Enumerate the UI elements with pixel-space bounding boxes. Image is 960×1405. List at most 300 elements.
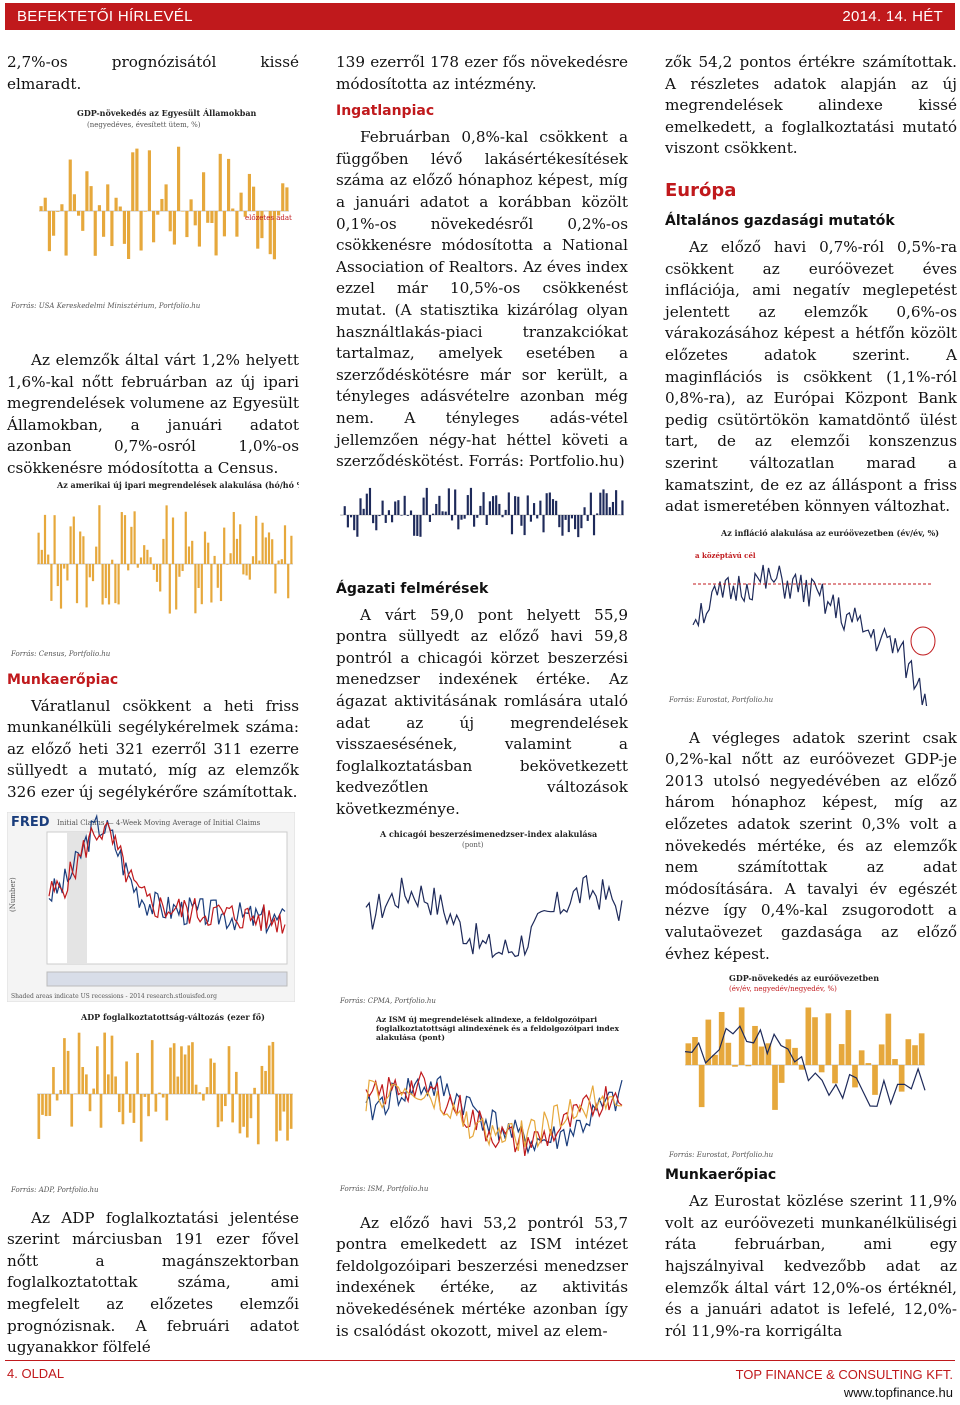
bar [375, 515, 377, 530]
paragraph: Februárban 0,8%-kal csökkent a függőben lévő lakásértékesítések száma az előző hónaphoz képest, míg a januári adatot a korábban közölt 0,1%-os növekedésről 0,2%-os csökkenésre módosította a National Association of Realtors. Az éves index ezzel már 10,5%-os csökkenést mutat. (A statisztika kizárólag olyan használtlakás-piaci tranzakciókat tartalmaz, amelyek esetében a szerződéskötésre már sor került, a tényleges adásvételre azonban még nem. A tényleges adás-vétel jellemzően négy-hat héttel követi a szerződéskötést. Forrás: Portfolio.hu) [336, 128, 628, 471]
bar [568, 515, 570, 532]
bar [583, 507, 585, 515]
bar [146, 549, 148, 563]
bar [223, 211, 226, 236]
bar [207, 542, 209, 563]
bar [69, 160, 72, 211]
bar [786, 1039, 792, 1065]
bar [239, 524, 241, 564]
bar [130, 526, 132, 563]
column-2 [336, 52, 628, 1342]
bar [166, 505, 168, 564]
bar [219, 154, 222, 211]
bar [826, 1014, 832, 1066]
chart-lines [693, 565, 935, 706]
chart-adp [7, 1010, 299, 1200]
bar [79, 531, 81, 564]
bar [178, 564, 180, 577]
bar [819, 1065, 825, 1072]
bar [177, 147, 180, 211]
chart-pending-svg [336, 479, 628, 561]
bar [217, 1094, 220, 1127]
bar [242, 1094, 245, 1127]
bar [85, 171, 88, 211]
series-line [366, 875, 622, 956]
bar [160, 199, 163, 211]
bar [152, 211, 155, 242]
bar [198, 1092, 201, 1094]
paragraph: Váratlanul csökkent a heti friss munkanélküli segélykérelmek száma: az előző heti 321 ezerről 311 ezerre süllyedt a mutató, míg az elemzők 326 ezer új segélykérőre számítottak. [7, 696, 299, 801]
chart-ism [336, 1015, 628, 1199]
bar [74, 1093, 77, 1094]
bar [255, 515, 257, 563]
bar [264, 1070, 267, 1093]
bar [464, 515, 466, 519]
bar [228, 1046, 231, 1094]
bar [50, 564, 52, 601]
bar [235, 1071, 238, 1093]
fred-logo: FRED [11, 814, 50, 830]
bar [423, 497, 425, 514]
bar [60, 564, 62, 609]
bar [165, 184, 168, 211]
bar [268, 532, 270, 564]
bar [217, 564, 219, 588]
bar [258, 560, 260, 563]
bar [441, 511, 443, 515]
chart-source: Forrás: Census, Portfolio.hu [11, 649, 111, 658]
company-name: TOP FINANCE & CONSULTING KFT. [735, 1367, 953, 1382]
bar [102, 564, 104, 605]
series-line [366, 1076, 622, 1152]
bar [912, 1045, 918, 1065]
bar [226, 564, 228, 565]
chart-bars [37, 505, 293, 613]
bar [511, 515, 513, 534]
bar [94, 211, 97, 256]
bar [438, 496, 440, 515]
bar [606, 493, 608, 515]
bar [48, 211, 51, 251]
bar [175, 564, 177, 610]
chart-egdp-svg [665, 971, 957, 1161]
chart-bars [39, 147, 289, 260]
bar [505, 510, 507, 515]
bar [115, 198, 118, 211]
bar [198, 564, 200, 588]
bar [169, 1047, 172, 1093]
bar [400, 515, 402, 516]
chart-source: Forrás: Eurostat, Portfolio.hu [669, 1151, 774, 1160]
bar [236, 538, 238, 563]
bar [839, 1044, 845, 1065]
bar [41, 1094, 44, 1115]
bar [213, 1062, 216, 1093]
bar [274, 564, 276, 593]
bar [52, 211, 55, 236]
bar [239, 1094, 242, 1133]
chart-infl-svg [665, 526, 957, 706]
chart-lines [366, 875, 622, 956]
bar [210, 564, 212, 602]
bar [246, 564, 248, 575]
bar [78, 1032, 81, 1093]
bar [448, 488, 450, 515]
chart-bars [37, 1032, 293, 1144]
bar [144, 211, 147, 212]
bar [792, 1048, 798, 1065]
bar [123, 211, 126, 244]
bar [520, 515, 522, 526]
bar [252, 556, 254, 564]
chart-us-orders [7, 480, 299, 664]
bar [150, 557, 152, 564]
bar [590, 492, 592, 514]
bar [92, 564, 94, 581]
series-line [693, 565, 933, 706]
bar [859, 1051, 865, 1066]
bar [147, 1094, 150, 1116]
bar [105, 564, 107, 598]
bar [558, 515, 560, 527]
bar [63, 1038, 66, 1094]
bar [90, 186, 93, 211]
bar [536, 515, 538, 518]
bar [65, 211, 68, 256]
bar [495, 495, 497, 515]
paragraph: 139 ezerről 178 ezer fős növekedésre módosította az intézmény. [336, 53, 628, 93]
bar [473, 515, 475, 527]
bar [156, 211, 159, 215]
chart-bars [685, 1008, 925, 1111]
paragraph: zők 54,2 pontos értékre számítottak. A részletes adatok alapján az új megrendelések alindexe kissé emelkedett, a foglalkoztatási mutató viszont csökkent. [665, 53, 957, 158]
bar [59, 1090, 62, 1094]
bar [140, 557, 142, 564]
bar [539, 500, 541, 514]
chart-euro-inflation [665, 526, 957, 710]
bar [60, 204, 63, 211]
bar [812, 1017, 818, 1065]
bar [479, 506, 481, 515]
bar [686, 1044, 692, 1066]
bar [252, 187, 255, 211]
bar [134, 511, 136, 564]
bar [77, 211, 80, 216]
bar [57, 564, 59, 586]
chart-note: Shaded areas indicate US recessions - 2014 research.stlouisfed.org [11, 992, 218, 1000]
bar [202, 172, 205, 211]
bar [73, 516, 75, 563]
bar [432, 513, 434, 514]
bar [385, 515, 387, 523]
bar [476, 515, 478, 518]
bar [98, 505, 100, 564]
bar [284, 525, 286, 564]
bar [249, 564, 251, 580]
section-heading: Európa [665, 179, 737, 201]
bar [621, 500, 623, 515]
newsletter-title: BEFEKTETŐI HÍRLEVÉL [17, 8, 193, 25]
bar [246, 1094, 249, 1138]
chart-pending-sales [336, 479, 628, 565]
bar [886, 1014, 892, 1065]
bar [194, 564, 196, 613]
bar [483, 492, 485, 515]
bar [96, 1046, 99, 1094]
bar [240, 193, 243, 211]
bar [135, 149, 138, 211]
footer-company [736, 1366, 953, 1402]
bar [253, 1087, 256, 1093]
bar [257, 1094, 260, 1144]
bar [54, 515, 56, 564]
chart-chicago-svg [336, 827, 628, 1007]
bar [129, 1094, 132, 1113]
bar [137, 564, 139, 568]
bar [100, 1094, 103, 1128]
chart-title: A chicagói beszerzésimenedzser-index alakulása [380, 828, 598, 839]
bar [546, 493, 548, 515]
chart-bars [340, 488, 624, 537]
bar [45, 1094, 48, 1116]
bar [227, 159, 230, 211]
bar [363, 509, 365, 515]
bar [210, 211, 213, 223]
bar [136, 1052, 139, 1093]
chart-lines [366, 1072, 622, 1156]
bar [56, 211, 59, 212]
column-3 [665, 52, 957, 1342]
chart-title: ADP foglalkoztatottság-változás (ezer fő) [81, 1011, 265, 1022]
series-line [366, 1080, 622, 1151]
bar [596, 513, 598, 515]
bar [73, 194, 76, 211]
bar [356, 515, 358, 537]
bar [372, 515, 374, 523]
chart-source: Forrás: ADP, Portfolio.hu [11, 1185, 99, 1194]
bar [272, 1041, 275, 1093]
bar [262, 522, 264, 563]
column-1 [7, 52, 299, 1359]
bar [369, 488, 371, 515]
bar [404, 496, 406, 515]
bar [173, 211, 176, 245]
bar [214, 555, 216, 563]
bar [66, 564, 68, 580]
bar [70, 1094, 73, 1127]
chart-fred-claims [7, 812, 299, 1006]
bar [508, 492, 510, 515]
bar [114, 1076, 117, 1094]
bar [278, 560, 280, 563]
bar [173, 1043, 176, 1094]
bar [63, 564, 65, 569]
bar [426, 488, 428, 515]
bar [419, 515, 421, 537]
bar [382, 500, 384, 514]
bar [224, 1094, 227, 1106]
bar [185, 511, 187, 563]
bar [233, 512, 235, 564]
bar [265, 537, 267, 564]
bar [517, 496, 519, 514]
bar [118, 1094, 121, 1112]
bar [206, 211, 209, 223]
bar [95, 546, 97, 563]
bar [162, 538, 164, 563]
bar [832, 1065, 838, 1083]
bar [44, 198, 47, 211]
chart-title: Az amerikai új ipari megrendelések alakulása (hó/hó %) [57, 479, 299, 490]
bar [580, 515, 582, 528]
bar [555, 500, 557, 514]
bar [602, 489, 604, 515]
bar [190, 199, 193, 211]
bar [732, 1065, 738, 1067]
bar [148, 150, 151, 211]
bar [40, 206, 43, 211]
bar [127, 211, 130, 259]
chart-subtitle: (pont) [462, 840, 484, 849]
section-heading: Munkaerőpiac [665, 1167, 777, 1184]
bar [108, 564, 110, 604]
bar [397, 500, 399, 515]
bar [445, 511, 447, 514]
chart-title: GDP-növekedés az euróövezetben [729, 973, 880, 984]
bar [111, 1035, 114, 1093]
bar [102, 211, 105, 237]
paragraph: 2,7%-os prognózisától kissé elmaradt. [7, 53, 299, 93]
bar [489, 501, 491, 515]
bar [181, 211, 184, 212]
bar [169, 211, 172, 231]
bar [38, 1094, 41, 1139]
series-line [366, 1072, 622, 1156]
bar [872, 1065, 878, 1095]
bar [378, 515, 380, 516]
chart-us-orders-svg [7, 480, 299, 660]
bar [344, 506, 346, 515]
bar [230, 553, 232, 564]
bar [119, 207, 122, 211]
bar [202, 1094, 205, 1101]
bar [106, 184, 109, 211]
bar [92, 1088, 95, 1093]
bar [527, 495, 529, 515]
bar [158, 1092, 161, 1093]
bar [248, 174, 251, 211]
chart-chicago-pmi [336, 827, 628, 1011]
bar [285, 187, 288, 211]
bar [110, 211, 113, 246]
bar [593, 515, 595, 535]
chart-source: Forrás: CPMA, Portfolio.hu [340, 996, 436, 1005]
bar [533, 503, 535, 515]
chart-ism-svg [336, 1015, 628, 1195]
page-number: 4. OLDAL [7, 1366, 65, 1381]
bar [410, 510, 412, 515]
bar [281, 183, 284, 211]
bar [892, 1059, 898, 1065]
bar [435, 504, 437, 515]
chart-legend: Initial Claims — 4-Week Moving Average of Initial Claims [57, 818, 261, 827]
bar [347, 515, 349, 527]
chart-title: Az ISM új megrendelések alindexe, a feldolgozóipari foglalkoztatottsági alindexének és a feldolgozóipari index alakulása (pont) [376, 1014, 619, 1042]
bar [413, 515, 415, 536]
bar [350, 515, 352, 517]
bar [198, 211, 201, 247]
bar [127, 564, 129, 570]
bar [391, 515, 393, 522]
bar [719, 1012, 725, 1065]
bar [587, 515, 589, 521]
bar [759, 1047, 765, 1065]
bar [67, 1050, 70, 1093]
bar [268, 1045, 271, 1093]
paragraph: A várt 59,0 pont helyett 55,9 pontra süllyedt az előző havi 59,8 pontról a chicagói körzet beszerzési menedzser indexének értéke. Az ágazat aktivitásának romlására utaló adat az új megrendelések visszaesésének, valamint a foglalkoztatásban bekövetkezett kedvezőtlen változások következménye. [336, 605, 628, 819]
bar [552, 499, 554, 515]
bar [103, 1032, 106, 1093]
bar [286, 1094, 289, 1141]
bar [290, 535, 292, 563]
subsection-heading: Általános gazdasági mutatók [665, 212, 895, 229]
bar [866, 1063, 872, 1065]
chart-source: Forrás: USA Kereskedelmi Minisztérium, Portfolio.hu [11, 302, 201, 310]
bar [204, 531, 206, 563]
bar [779, 1065, 785, 1083]
bar [530, 515, 532, 522]
bar [359, 498, 361, 515]
bar [180, 1046, 183, 1094]
bar [699, 1065, 705, 1107]
chart-title: Az infláció alakulása az euróövezetben (év/év, %) [721, 527, 940, 538]
bar [574, 515, 576, 529]
bar [89, 1094, 92, 1111]
bar [81, 211, 84, 231]
bar [114, 564, 116, 603]
bar [279, 1094, 282, 1131]
bar [81, 1067, 84, 1094]
bar [76, 564, 78, 603]
paragraph: Az előző havi 53,2 pontról 53,7 pontra emelkedett az ISM intézet feldolgozóipari beszerzési menedzser indexének értéke, az aktivitás növekedésének mértéke azonban így is csalódást okozott, mivel az elem- [336, 1213, 628, 1340]
bar [133, 1094, 136, 1123]
bar [176, 1076, 179, 1093]
bar [118, 564, 120, 604]
bar [231, 1094, 234, 1122]
bar [752, 1026, 758, 1065]
bar [846, 1010, 852, 1065]
chart-annotation: a középtávú cél [695, 550, 756, 560]
bar [739, 1008, 745, 1066]
bar [467, 495, 469, 515]
bar [48, 1094, 51, 1116]
bar [220, 1094, 223, 1121]
bar [806, 1008, 812, 1066]
bar [56, 1094, 59, 1100]
chart-title: GDP-növekedés az Egyesült Államokban [77, 108, 257, 118]
chart-euro-gdp [665, 971, 957, 1165]
bar [143, 545, 145, 564]
bar [542, 515, 544, 532]
bar [223, 527, 225, 563]
chart-fred-svg [7, 812, 295, 1002]
bar [166, 1094, 169, 1120]
chart-annotation: előzetes adat [245, 214, 292, 222]
bar [194, 211, 197, 225]
chart-us-gdp-svg [7, 100, 299, 314]
paragraph: Az elemzők által várt 1,2% helyett 1,6%-kal nőtt februárban az új ipari megrendelések volumene az Egyesült Államokban, a januári adatot azonban 0,7%-osról 1,0%-os csökkenésre módosította a Census. [7, 351, 299, 477]
bar [366, 493, 368, 514]
